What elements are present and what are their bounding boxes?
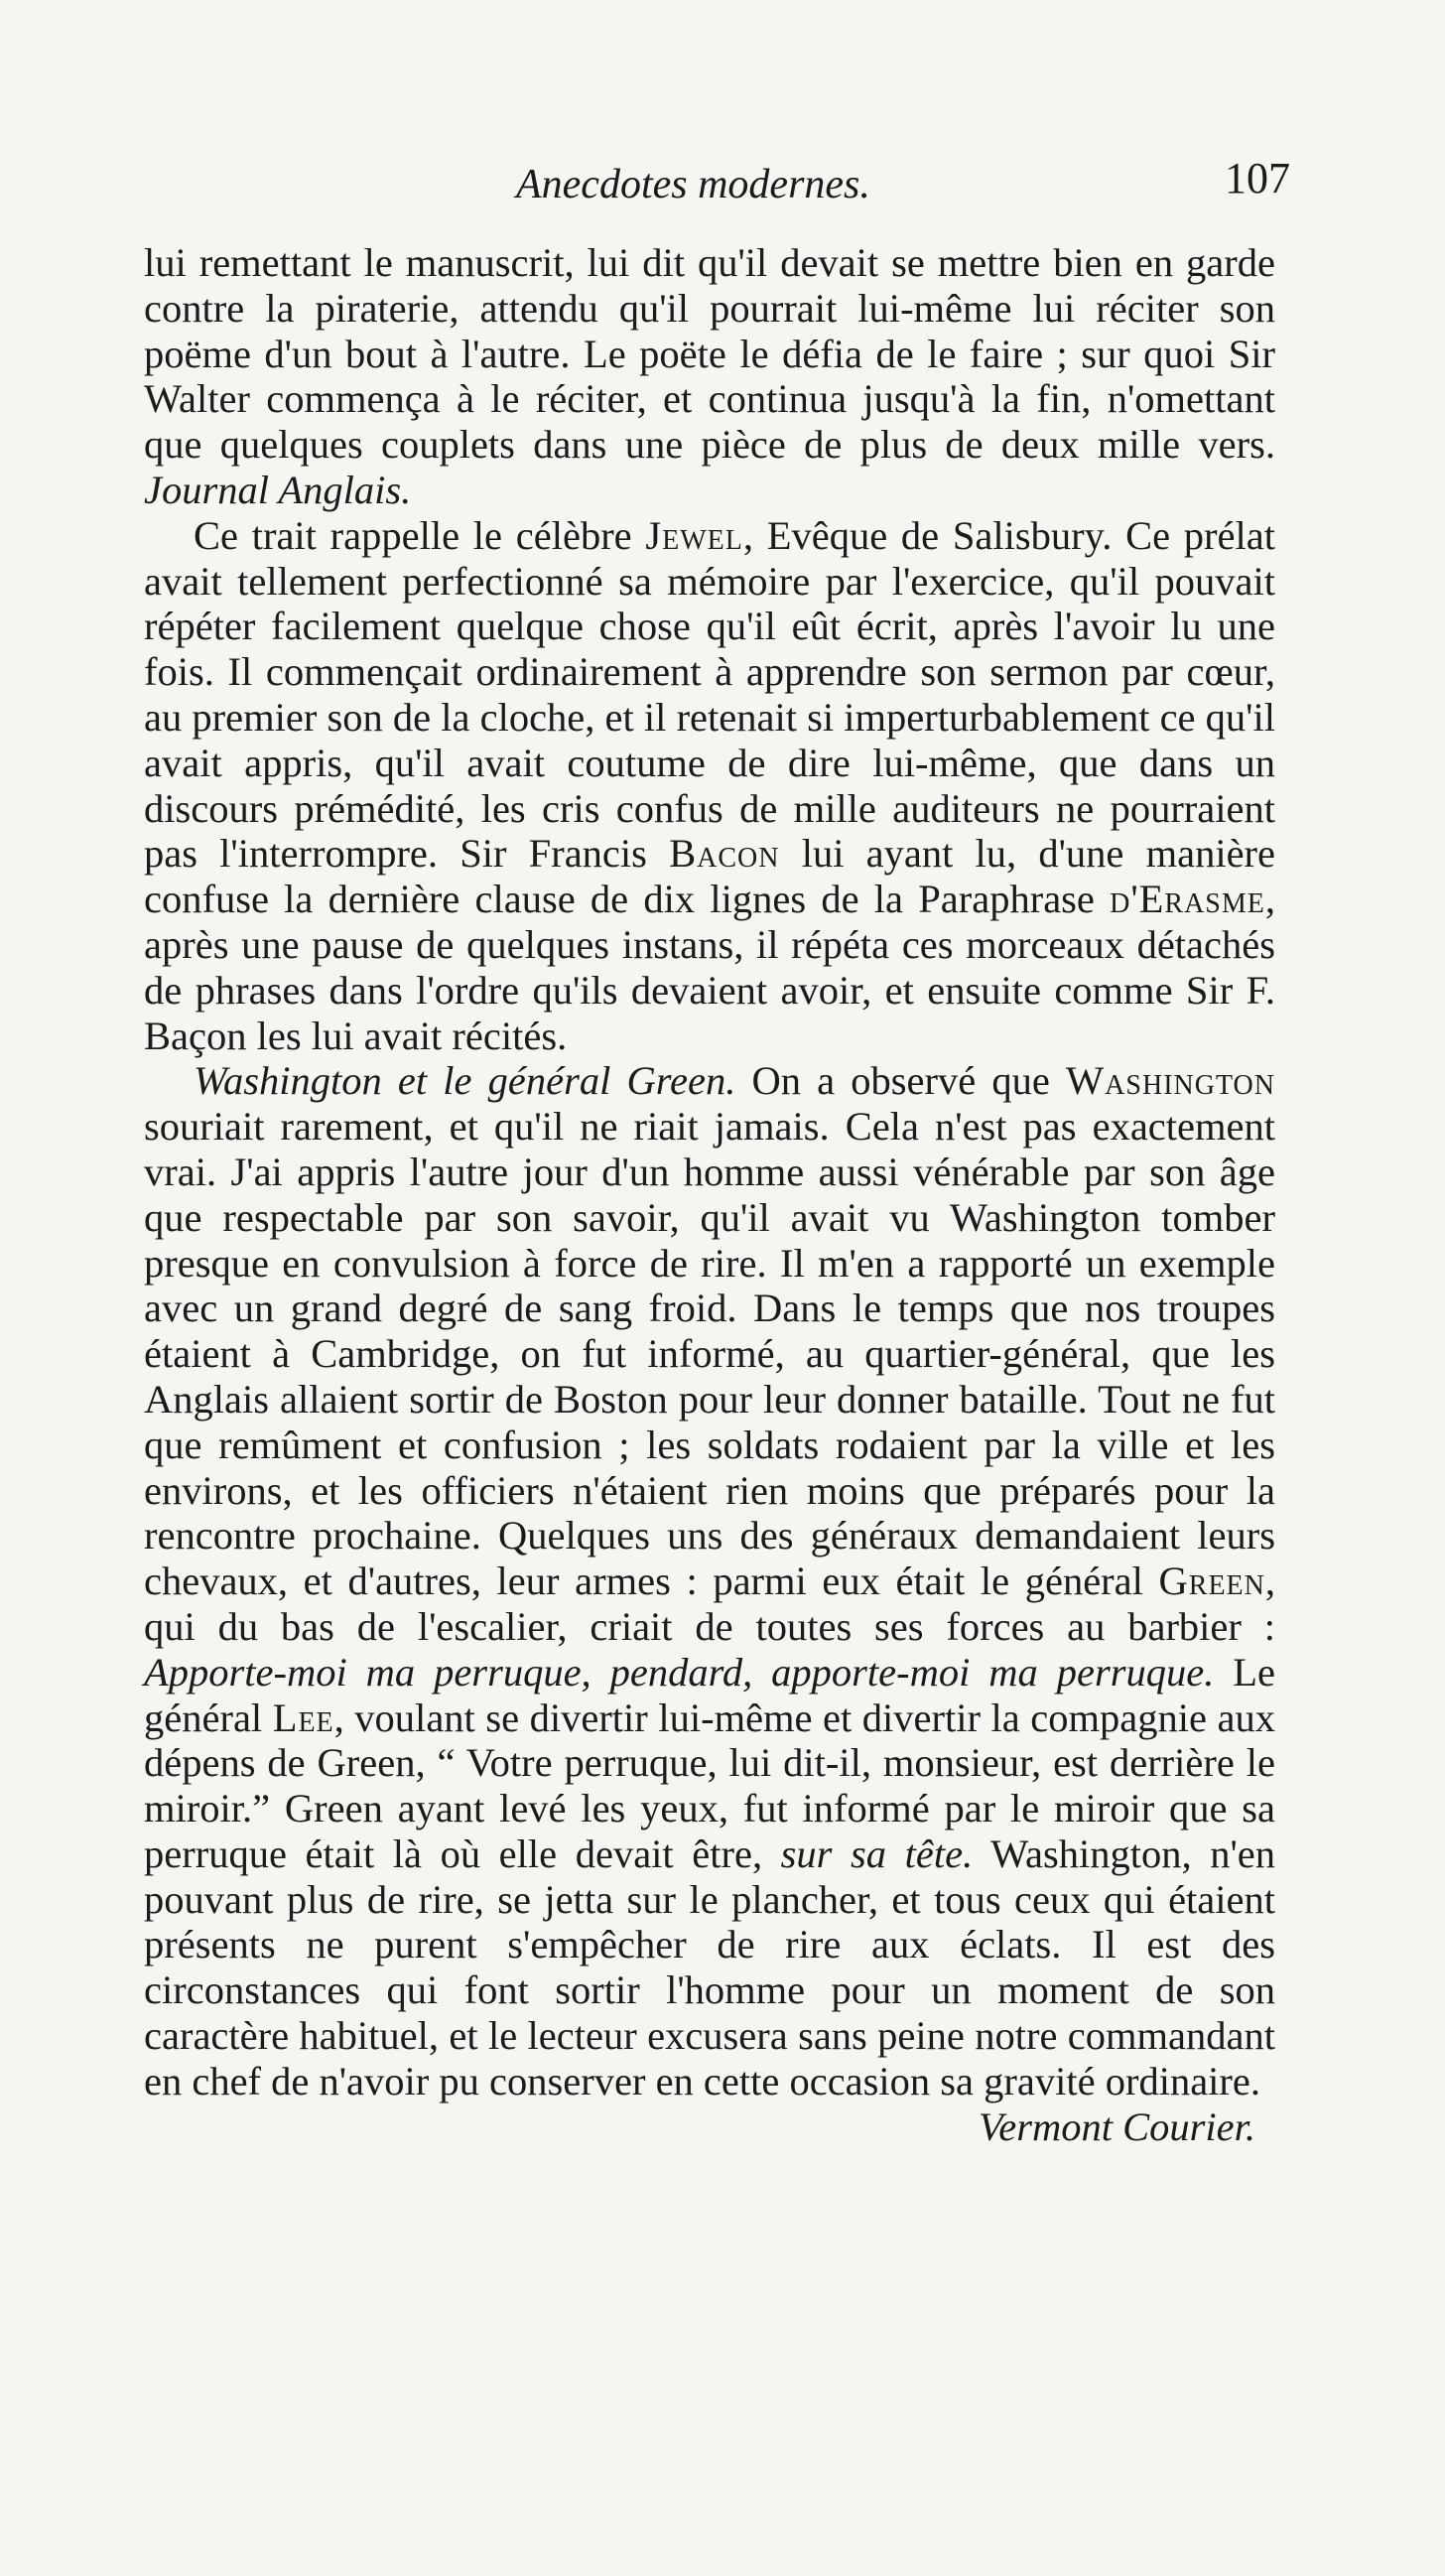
paragraph-text: On a observé que bbox=[751, 1058, 1050, 1104]
name-green: Green bbox=[1158, 1559, 1265, 1604]
name-bacon: Bacon bbox=[669, 831, 780, 877]
name-lee: Lee bbox=[272, 1695, 334, 1740]
name-erasme: d'Erasme bbox=[1110, 877, 1265, 922]
paragraph-text: lui ayant lu, d'une manière confuse la dernière clause de dix lignes de la Paraphrase bbox=[144, 831, 1276, 922]
source-citation: Journal Anglais. bbox=[144, 467, 412, 512]
paragraph-text: , Evêque de Salisbury. Ce prélat avait tellement perfectionné sa mémoire par l'exercice, qu'il pouvait répéter facilement quelque chose qu'il eût écrit, après l'avoir lu une fois. Il commençait ordinairement à apprendre son sermon par cœur, au premier son de la cloche, et il retenait si imperturbablement ce qu'il avait appris, qu'il avait coutume de dire lui-même, que dans un discours prémédité, les cris confus de mille auditeurs ne pourraient pas l'interrompre. Sir Francis bbox=[144, 512, 1275, 877]
paragraph-text: souriait rarement, et qu'il ne riait jamais. Cela n'est pas exactement vrai. J'ai appris l'autre jour d'un homme aussi vénérable par son âge que respectable par son savoir, qu'il avait vu Washington tomber presque en convulsion à force de rire. Il m'en a rapporté un exemple avec un grand degré de sang froid. Dans le temps que nos troupes étaient à Cambridge, on fut informé, au quartier-général, que les Anglais allaient sortir de Boston pour leur donner bataille. Tout ne fut que remûment et confusion ; les soldats rodaient par la ville et les environs, et les officiers n'étaient rien moins que préparés pour la rencontre prochaine. Quelques uns des généraux demandaient leurs chevaux, et d'autres, leur armes : parmi eux était le général bbox=[144, 1104, 1275, 1604]
paragraph-washington-anecdote bbox=[144, 1058, 1275, 2149]
page-header bbox=[149, 149, 1290, 218]
body-text bbox=[144, 240, 1275, 2149]
paragraph-text: Le général bbox=[144, 1649, 1275, 1740]
paragraph-text: , qui du bas de l'escalier, criait de toutes ses forces au barbier : bbox=[144, 1559, 1276, 1649]
name-washington: Washington bbox=[1065, 1058, 1275, 1104]
paragraph-jewel-anecdote bbox=[144, 513, 1275, 1059]
anecdote-heading: Washington et le général Green. bbox=[194, 1058, 736, 1104]
name-jewel: Jewel bbox=[645, 512, 743, 558]
phrase-sur-sa-tete: sur sa tête. bbox=[780, 1830, 974, 1876]
source-citation: Vermont Courier. bbox=[978, 2103, 1255, 2149]
quote-perruque: Apporte-moi ma perruque, pendard, apporte-moi ma perruque. bbox=[144, 1649, 1215, 1695]
paragraph-text: , après une pause de quelques instans, il répéta ces morceaux détachés de phrases dans l'ordre qu'ils devaient avoir, et ensuite comme Sir F. Baçon les lui avait récités. bbox=[144, 877, 1276, 1058]
paragraph-text: lui remettant le manuscrit, lui dit qu'il devait se mettre bien en garde contre la piraterie, attendu qu'il pourrait lui-même lui réciter son poëme d'un bout à l'autre. Le poëte le défia de le faire ; sur quoi Sir Walter commença à le réciter, et continua jusqu'à la fin, n'omettant que quelques couplets dans une pièce de plus de deux mille vers. bbox=[144, 240, 1275, 468]
running-title: Anecdotes modernes. bbox=[516, 162, 870, 207]
paragraph-text: Ce trait rappelle le célèbre bbox=[194, 512, 632, 558]
paragraph-scott-anecdote bbox=[144, 240, 1275, 513]
page-number: 107 bbox=[1225, 154, 1290, 203]
paragraph-text: , voulant se divertir lui-même et divertir la compagnie aux dépens de Green, “ Votre perruque, lui dit-il, monsieur, est derrière le miroir.” Green ayant levé les yeux, fut informé par le miroir que sa perruque était là où elle devait être, bbox=[144, 1695, 1275, 1876]
paragraph-text: Washington, n'en pouvant plus de rire, se jetta sur le plancher, et tous ceux qui étaient présents ne purent s'empêcher de rire aux éclats. Il est des circonstances qui font sortir l'homme pour un moment de son caractère habituel, et le lecteur excusera sans peine notre commandant en chef de n'avoir pu conserver en cette occasion sa gravité ordinaire. bbox=[144, 1830, 1276, 2103]
